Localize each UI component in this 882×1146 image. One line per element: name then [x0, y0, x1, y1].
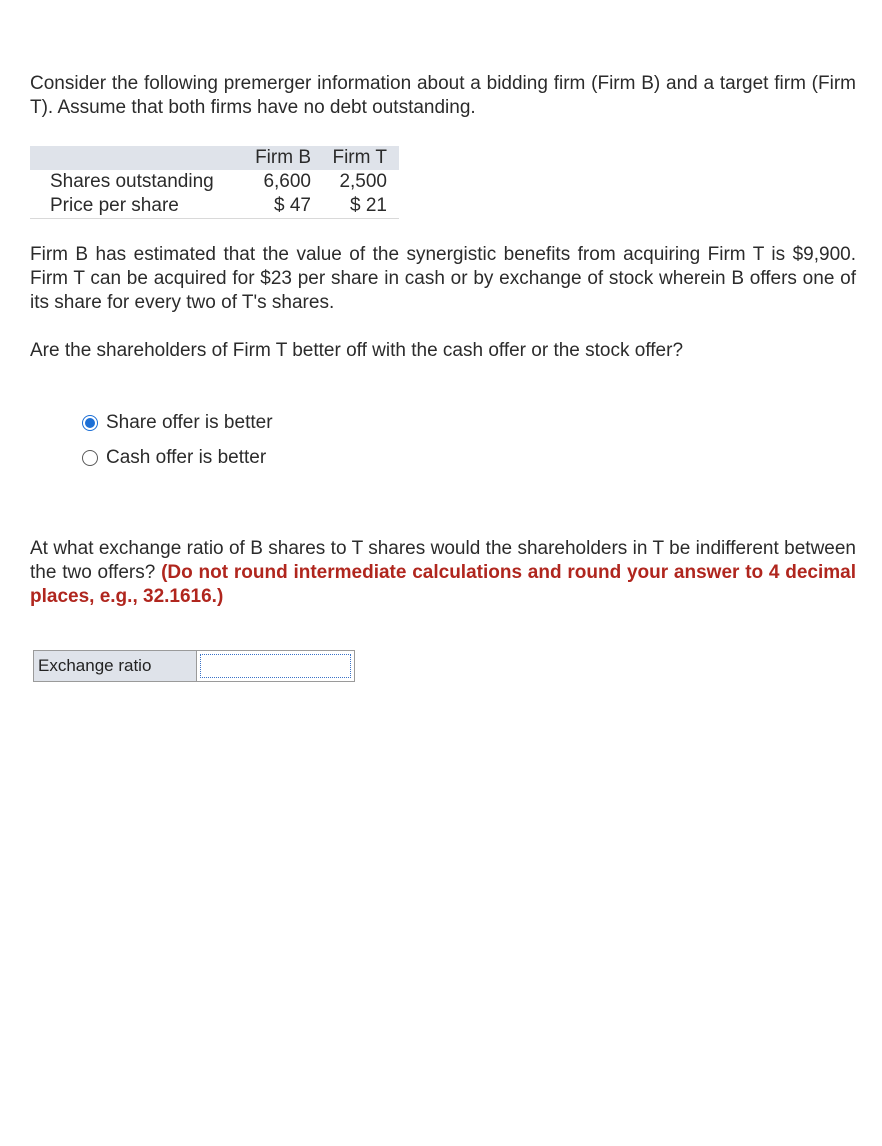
table-header-row: [30, 146, 399, 170]
exchange-ratio-question: [30, 537, 856, 609]
firm-b-shares: 6,600: [263, 171, 311, 192]
table-row: [30, 194, 399, 219]
option-label: Share offer is better: [106, 411, 273, 433]
radio-dot-icon: [85, 418, 95, 428]
intro-paragraph: Consider the following premerger information about a bidding firm (Firm B) and a target firm (Firm T). Assume that both firms have no debt outstanding.: [30, 73, 856, 118]
radio-button-checked[interactable]: [82, 415, 98, 431]
table-header-firm-b: Firm B: [235, 146, 317, 170]
answer-label: Exchange ratio: [33, 650, 197, 682]
option-cash-offer[interactable]: [82, 440, 856, 475]
option-label: Cash offer is better: [106, 446, 267, 468]
body-paragraph: Firm B has estimated that the value of the synergistic benefits from acquiring Firm T is $9,900. Firm T can be acquired for $23 per share in cash or by exchange of stock wherein B offers one of its share for every two of T's shares.: [30, 244, 856, 313]
option-share-offer[interactable]: [82, 405, 856, 440]
firm-t-price: $ 21: [317, 194, 399, 219]
answer-options: [82, 405, 856, 475]
radio-button[interactable]: [82, 450, 98, 466]
answer-row: [33, 650, 856, 682]
table-row: [30, 170, 399, 194]
rounding-instruction: (Do not round intermediate calculations and round your answer to 4 decimal places, e.g., 32.1616.): [30, 562, 857, 607]
exchange-ratio-input[interactable]: [200, 654, 351, 678]
table-header-firm-t: Firm T: [317, 146, 399, 170]
premerger-table: [30, 146, 399, 219]
row-label-price: Price per share: [30, 194, 235, 219]
row-label-shares: Shares outstanding: [50, 171, 214, 192]
question-prompt: Are the shareholders of Firm T better off with the cash offer or the stock offer?: [30, 340, 684, 361]
firm-b-price: $ 47: [235, 194, 317, 219]
firm-t-shares: 2,500: [339, 171, 387, 192]
table-header-blank: [30, 146, 235, 170]
exchange-ratio-text: At what exchange ratio of B shares to T shares would the shareholders in T be indifferent between the two offers?: [30, 538, 856, 583]
answer-cell: [197, 650, 355, 682]
question-content: [30, 72, 856, 682]
